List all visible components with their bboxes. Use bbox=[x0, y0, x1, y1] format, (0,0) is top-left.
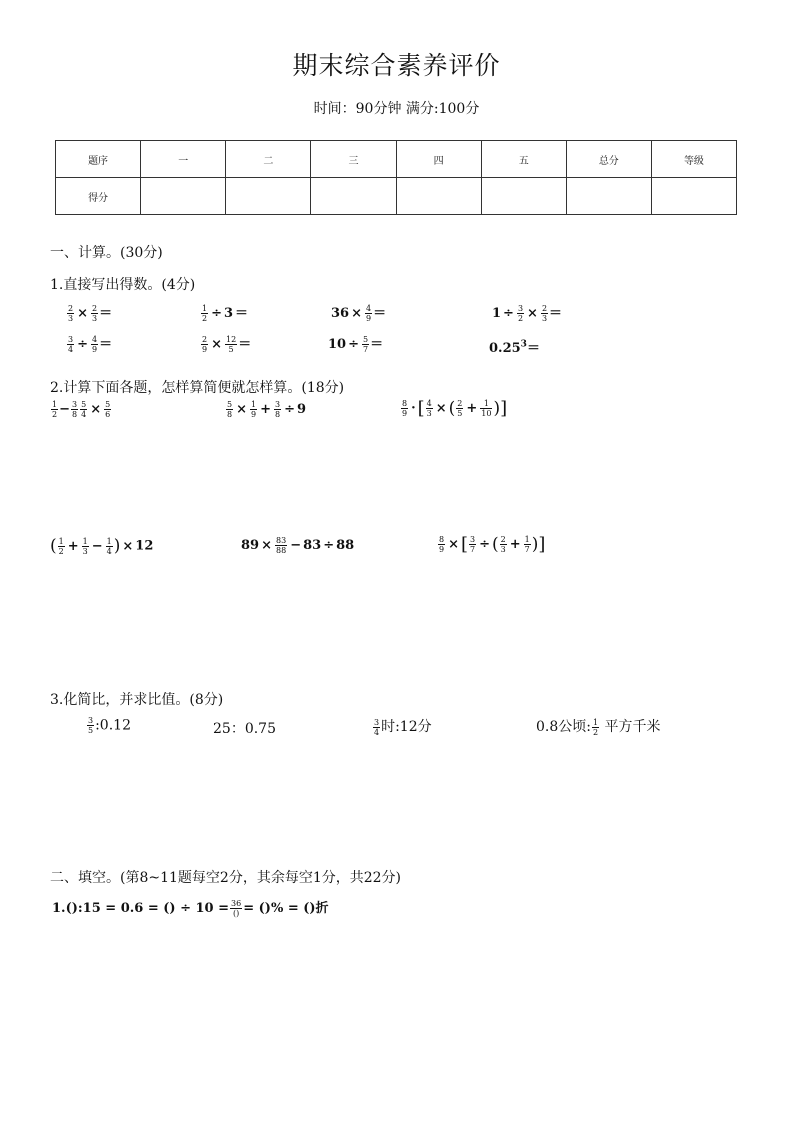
q3-heading: 3.化简比，并求比值。(8分) bbox=[50, 692, 224, 708]
q2-problem: $\frac{1}{2}$ − $\frac{3}{8}$ $\frac{5}{4}$ × $\frac{5}{6}$ bbox=[52, 400, 111, 419]
score-input-cell[interactable] bbox=[141, 178, 226, 215]
fill-blank-item: 1.():15 = 0.6 = () ÷ 10 = $\frac{36}{()}$ = ()% = ()折 bbox=[52, 899, 329, 918]
q2-problem: $\frac{8}{9}$ × [ $\frac{3}{7}$ ÷ ( $\frac{2}{3}$ + $\frac{1}{7}$ )] bbox=[439, 534, 546, 555]
score-input-cell[interactable] bbox=[481, 178, 566, 215]
table-cell: 总分 bbox=[566, 141, 651, 178]
table-cell: 题序 bbox=[56, 141, 141, 178]
q3-item: $\frac{3}{5}$ :0.12 bbox=[88, 716, 131, 735]
table-cell: 三 bbox=[311, 141, 396, 178]
q1-item: 1 ÷ $\frac{3}{2}$ × $\frac{2}{3}$ ＝ bbox=[492, 304, 563, 323]
table-row bbox=[56, 141, 737, 178]
q1-item: $\frac{2}{9}$ × $\frac{12}{5}$ ＝ bbox=[202, 335, 252, 354]
q1-item: $\frac{3}{4}$ ÷ $\frac{4}{9}$ ＝ bbox=[68, 335, 113, 354]
q1-heading: 1.直接写出得数。(4分) bbox=[50, 277, 196, 293]
score-input-cell[interactable] bbox=[226, 178, 311, 215]
score-input-cell[interactable] bbox=[311, 178, 396, 215]
table-cell: 四 bbox=[396, 141, 481, 178]
q2-problem: 89 × $\frac{83}{88}$ − 83 ÷ 88 bbox=[241, 536, 355, 555]
q2-heading: 2.计算下面各题，怎样算简便就怎样算。(18分) bbox=[50, 380, 345, 396]
q1-item: $\frac{2}{3}$ × $\frac{2}{3}$ ＝ bbox=[68, 304, 113, 323]
q2-problem: $\frac{8}{9}$ · [ $\frac{4}{3}$ × ( $\frac{2}{5}$ + $\frac{1}{10}$ )] bbox=[402, 398, 508, 419]
table-cell: 二 bbox=[226, 141, 311, 178]
q1-item: $0.25^3=$ bbox=[489, 339, 540, 356]
q2-problem: ( $\frac{1}{2}$ + $\frac{1}{3}$ − $\frac{1}{4}$ ) × 12 bbox=[50, 536, 154, 556]
table-cell: 一 bbox=[141, 141, 226, 178]
score-input-cell[interactable] bbox=[651, 178, 736, 215]
score-input-cell[interactable] bbox=[566, 178, 651, 215]
exam-info: 时间：90分钟 满分:100分 bbox=[313, 101, 480, 117]
q3-item: 25：0.75 bbox=[213, 721, 276, 737]
q2-problem: $\frac{5}{8}$ × $\frac{1}{9}$ + $\frac{3}{8}$ ÷ 9 bbox=[227, 400, 307, 419]
q3-item: 0.8公顷: $\frac{1}{2}$ 平方千米 bbox=[536, 717, 661, 737]
score-input-cell[interactable] bbox=[396, 178, 481, 215]
q1-item: $\frac{1}{2}$ ÷ 3 ＝ bbox=[202, 304, 249, 323]
table-cell: 五 bbox=[481, 141, 566, 178]
section1-heading: 一、计算。(30分) bbox=[50, 245, 163, 261]
table-cell: 等级 bbox=[651, 141, 736, 178]
q3-item: $\frac{3}{4}$ 时:12分 bbox=[374, 717, 432, 737]
table-cell: 得分 bbox=[56, 178, 141, 215]
section2-heading: 二、填空。(第8~11题每空2分，其余每空1分，共22分) bbox=[50, 870, 402, 886]
score-table bbox=[55, 140, 737, 215]
table-row bbox=[56, 178, 737, 215]
q1-item: 10 ÷ $\frac{5}{7}$ ＝ bbox=[328, 335, 384, 354]
page-title: 期末综合素养评价 bbox=[292, 51, 501, 80]
q1-item: 36 × $\frac{4}{9}$ ＝ bbox=[331, 304, 387, 323]
